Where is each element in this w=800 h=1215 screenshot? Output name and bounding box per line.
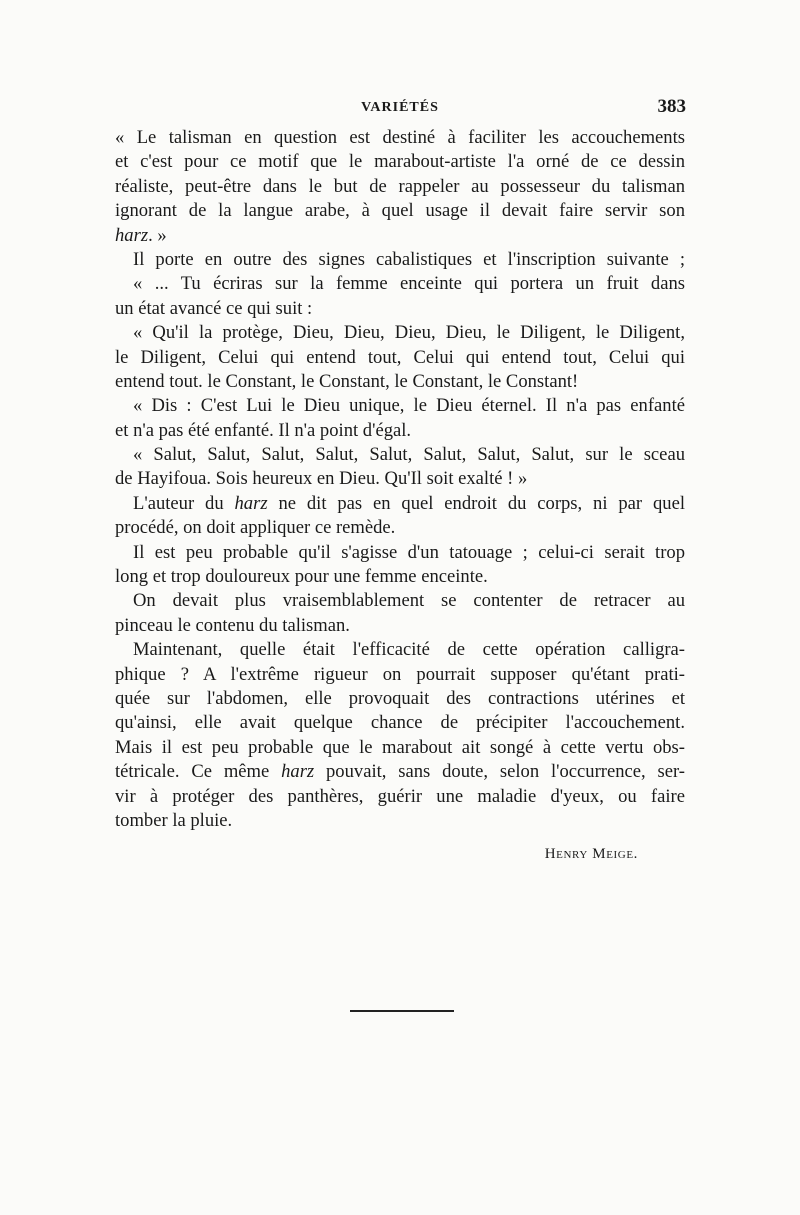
text-line xyxy=(115,492,685,516)
text-line: entend tout. le Constant, le Constant, le Constant, le Constant! xyxy=(115,370,579,392)
text-line: qu'ainsi, elle avait quelque chance de précipiter l'accouchement. xyxy=(115,712,685,734)
line-text-before: L'auteur du xyxy=(133,492,235,514)
text-line: vir à protéger des panthères, guérir une maladie d'yeux, ou faire xyxy=(115,785,685,807)
line-text-after: ne dit pas en quel endroit du corps, ni par quel xyxy=(267,492,686,514)
text-line: « Qu'il la protège, Dieu, Dieu, Dieu, Dieu, le Diligent, le Diligent, xyxy=(133,322,685,344)
line-text-after: pouvait, sans doute, selon l'occurrence, ser- xyxy=(314,761,685,783)
text-line: Maintenant, quelle était l'efficacité de cette opération calligra- xyxy=(133,639,685,661)
text-line: procédé, on doit appliquer ce remède. xyxy=(115,517,396,539)
italic-term: harz xyxy=(234,492,268,514)
text-line: On devait plus vraisemblablement se contenter de retracer au xyxy=(133,590,685,612)
text-line: « ... Tu écriras sur la femme enceinte qui portera un fruit dans xyxy=(133,273,685,295)
text-line xyxy=(115,224,685,248)
text-line: « Le talisman en question est destiné à faciliter les accouchements xyxy=(115,127,685,148)
text-line: pinceau le contenu du talisman. xyxy=(115,614,350,636)
line-text-before: tétricale. Ce même xyxy=(115,761,282,783)
text-line: réaliste, peut-être dans le but de rappeler au possesseur du talisman xyxy=(115,175,685,197)
text-line: Mais il est peu probable que le marabout ait songé à cette vertu obs- xyxy=(115,736,685,758)
italic-term: harz xyxy=(115,224,149,246)
text-line: Il porte en outre des signes cabalistiques et l'inscription suivante ; xyxy=(133,248,685,270)
running-header xyxy=(112,96,688,120)
text-line: « Salut, Salut, Salut, Salut, Salut, Salut, Salut, Salut, sur le sceau xyxy=(133,444,685,466)
text-line: ignorant de la langue arabe, à quel usage il devait faire servir son xyxy=(115,200,685,222)
text-line: le Diligent, Celui qui entend tout, Celui qui entend tout, Celui qui xyxy=(115,346,685,368)
text-line: tomber la pluie. xyxy=(115,809,233,831)
text-line: et n'a pas été enfanté. Il n'a point d'égal. xyxy=(115,419,412,441)
author-signature: Henry Meige. xyxy=(544,846,638,862)
text-line xyxy=(115,760,685,784)
text-line: de Hayifoua. Sois heureux en Dieu. Qu'Il soit exalté ! » xyxy=(115,468,528,490)
text-line: long et trop douloureux pour une femme enceinte. xyxy=(115,566,488,588)
article-body xyxy=(115,126,685,833)
line-text-after: . » xyxy=(148,224,167,246)
text-line: phique ? A l'extrême rigueur on pourrait supposer qu'étant prati- xyxy=(115,663,685,685)
text-line: Il est peu probable qu'il s'agisse d'un tatouage ; celui-ci serait trop xyxy=(133,541,685,563)
page-number: 383 xyxy=(657,96,686,117)
text-line: quée sur l'abdomen, elle provoquait des contractions utérines et xyxy=(115,687,685,709)
end-rule xyxy=(350,1010,454,1012)
running-title: VARIÉTÉS xyxy=(361,100,439,115)
text-line: un état avancé ce qui suit : xyxy=(115,297,313,319)
text-line: et c'est pour ce motif que le marabout-artiste l'a orné de ce dessin xyxy=(115,151,685,173)
italic-term: harz xyxy=(281,761,315,783)
text-line: « Dis : C'est Lui le Dieu unique, le Dieu éternel. Il n'a pas enfanté xyxy=(133,395,685,417)
